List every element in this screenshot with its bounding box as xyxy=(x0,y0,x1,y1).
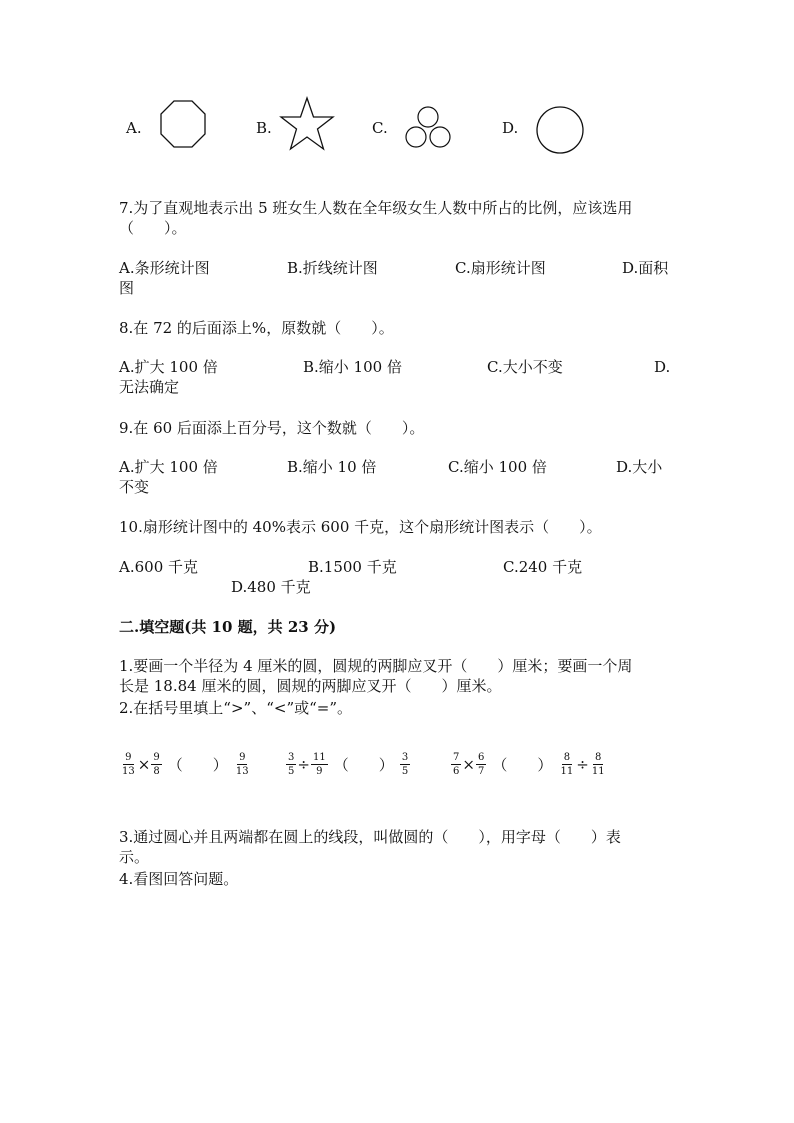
divide-operator: ÷ xyxy=(297,755,310,774)
q9-option-c: C.缩小 100 倍 xyxy=(448,458,547,476)
fraction: $\frac{9}{13}$ xyxy=(122,752,135,777)
octagon-shape xyxy=(158,99,208,151)
option-b-label: B. xyxy=(256,119,272,137)
q8-stem: 8.在 72 的后面添上%，原数就（ ）。 xyxy=(119,319,394,337)
fraction: $\frac{6}{7}$ xyxy=(477,752,485,777)
q7-option-a: A.条形统计图 xyxy=(119,259,210,277)
fill4-stem: 4.看图回答问题。 xyxy=(119,870,239,888)
q7-option-b: B.折线统计图 xyxy=(287,259,378,277)
option-d-label: D. xyxy=(502,119,519,137)
section-title: 二.填空题(共 10 题，共 23 分) xyxy=(119,618,337,636)
star-shape xyxy=(278,96,336,152)
q8-option-b: B.缩小 100 倍 xyxy=(303,358,402,376)
q7-stem-line2: （ ）。 xyxy=(119,219,187,237)
q10-option-d: D.480 千克 xyxy=(231,578,311,596)
q10-stem: 10.扇形统计图中的 40%表示 600 千克，这个扇形统计图表示（ ）。 xyxy=(119,518,602,536)
q9-option-d: D.大小 xyxy=(616,458,663,476)
fill1-line1: 1.要画一个半径为 4 厘米的圆，圆规的两脚应叉开（ ）厘米；要画一个周 xyxy=(119,657,633,675)
fraction: $\frac{8}{11}$ xyxy=(591,752,605,777)
q9-option-b: B.缩小 10 倍 xyxy=(287,458,377,476)
q7-stem-line1: 7.为了直观地表示出 5 班女生人数在全年级女生人数中所占的比例，应该选用 xyxy=(119,199,633,217)
fraction: $\frac{3}{5}$ xyxy=(288,752,295,777)
compare-expression-3 xyxy=(450,752,608,777)
fraction: $\frac{8}{11}$ xyxy=(560,752,574,777)
q7-option-c: C.扇形统计图 xyxy=(455,259,546,277)
q9-option-a: A.扩大 100 倍 xyxy=(119,458,218,476)
fraction: $\frac{9}{8}$ xyxy=(153,752,160,777)
q9-stem: 9.在 60 后面添上百分号，这个数就（ ）。 xyxy=(119,419,425,437)
q9-option-d-cont: 不变 xyxy=(119,478,150,496)
times-operator: × xyxy=(137,755,151,774)
fraction: $\frac{11}{9}$ xyxy=(312,752,326,777)
compare-expression-1 xyxy=(119,752,252,777)
q10-option-c: C.240 千克 xyxy=(503,558,583,576)
q7-option-d-cont: 图 xyxy=(119,279,135,297)
compare-expression-2 xyxy=(285,752,411,777)
fraction: $\frac{3}{5}$ xyxy=(401,752,409,777)
answer-blank[interactable]: （ ） xyxy=(333,756,394,774)
fraction: $\frac{9}{13}$ xyxy=(235,752,249,777)
q10-option-b: B.1500 千克 xyxy=(308,558,397,576)
option-a-label: A. xyxy=(126,119,142,137)
q8-option-d-cont: 无法确定 xyxy=(119,378,180,396)
q8-option-a: A.扩大 100 倍 xyxy=(119,358,218,376)
three-circles-shape xyxy=(403,105,453,150)
q10-option-a: A.600 千克 xyxy=(119,558,198,576)
times-operator: × xyxy=(462,755,475,774)
fill3-line1: 3.通过圆心并且两端都在圆上的线段，叫做圆的（ ），用字母（ ）表 xyxy=(119,828,621,846)
option-c-label: C. xyxy=(372,119,388,137)
divide-operator: ÷ xyxy=(576,755,589,774)
circle-shape xyxy=(534,104,586,156)
fraction: $\frac{7}{6}$ xyxy=(453,752,460,777)
q8-option-c: C.大小不变 xyxy=(487,358,563,376)
q7-option-d: D.面积 xyxy=(622,259,669,277)
fill2-stem: 2.在括号里填上“>”、“<”或“=”。 xyxy=(119,699,353,717)
fill1-line2: 长是 18.84 厘米的圆，圆规的两脚应叉开（ ）厘米。 xyxy=(119,677,502,695)
fill3-line2: 示。 xyxy=(119,848,150,866)
q8-option-d: D. xyxy=(654,358,671,376)
answer-blank[interactable]: （ ） xyxy=(492,756,553,774)
answer-blank[interactable]: （ ） xyxy=(167,756,228,774)
